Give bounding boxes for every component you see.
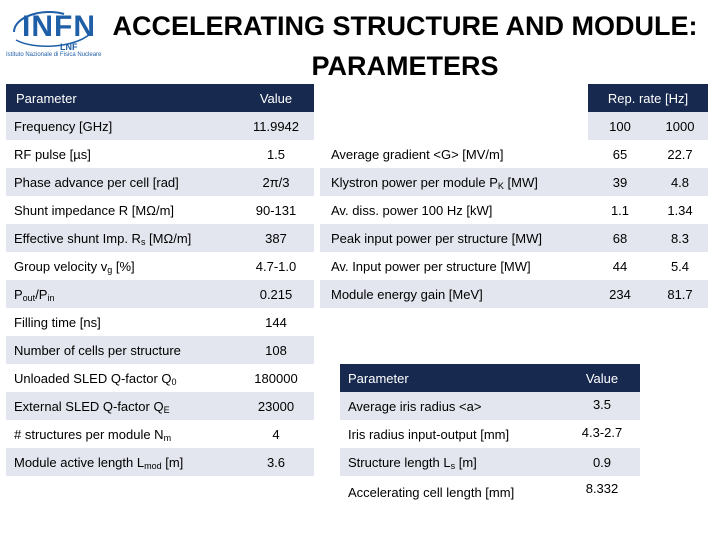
left-row-value: 0.215	[259, 287, 293, 302]
left-row-label: Number of cells per structure	[14, 343, 181, 358]
left-row-value: 387	[265, 231, 287, 246]
page-title: ACCELERATING STRUCTURE AND MODULE: PARAMETERS	[112, 11, 698, 81]
rep-value-1000: 4.8	[670, 175, 690, 190]
rep-column-100: 100	[609, 119, 631, 134]
logo-sub: LNF	[60, 42, 78, 52]
left-row-label: External SLED Q-factor $Q_E$	[14, 399, 170, 415]
left-table-header-parameter: Parameter	[16, 91, 77, 106]
left-row-label: Phase advance per cell [rad]	[14, 175, 179, 190]
iris-row-label: Average iris radius <a>	[348, 399, 482, 414]
left-row-label: Filling time [ns]	[14, 315, 101, 330]
iris-table-header-parameter: Parameter	[348, 371, 409, 386]
rep-value-100: 44	[612, 259, 628, 274]
iris-row-value: 3.5	[592, 397, 612, 412]
left-row-value: 1.5	[266, 147, 286, 162]
iris-table-header-value: Value	[585, 371, 619, 386]
rep-row-label: Module energy gain [MeV]	[331, 287, 483, 302]
rep-value-100: 39	[612, 175, 628, 190]
logo-name: INFN	[22, 10, 96, 43]
iris-row-value: 4.3-2.7	[581, 425, 623, 440]
rep-row-label: Av. Input power per structure [MW]	[331, 259, 531, 274]
left-table-header-value: Value	[259, 91, 293, 106]
rep-row-label: Klystron power per module $P_K$ [MW]	[331, 175, 538, 191]
rep-value-1000: 1.34	[667, 203, 693, 218]
left-row-label: $P_{out}/P_{in}$	[14, 287, 55, 303]
rep-table-header: Rep. rate [Hz]	[607, 91, 689, 106]
rep-value-1000: 8.3	[670, 231, 690, 246]
left-row-value: 108	[265, 343, 287, 358]
rep-value-1000: 22.7	[667, 147, 693, 162]
rep-column-1000: 1000	[665, 119, 695, 134]
rep-value-1000: 5.4	[670, 259, 690, 274]
rep-value-100: 68	[612, 231, 628, 246]
left-row-label: Module active length $L_{mod}$ [m]	[14, 455, 184, 471]
left-row-value: 144	[265, 315, 287, 330]
left-row-value: 3.6	[266, 455, 286, 470]
left-row-value: 23000	[257, 399, 295, 414]
left-row-label: Shunt impedance R [MΩ/m]	[14, 203, 175, 218]
left-row-label: Group velocity $v_g$ [%]	[14, 259, 135, 275]
iris-row-label: Accelerating cell length [mm]	[348, 485, 515, 500]
left-row-value: 4	[272, 427, 280, 442]
infn-logo	[4, 6, 102, 58]
rep-row-label: Average gradient <G> [MV/m]	[331, 147, 504, 162]
left-row-label: Effective shunt Imp. $R_s$ [MΩ/m]	[14, 231, 192, 247]
rep-value-1000: 81.7	[667, 287, 693, 302]
rep-value-100: 65	[612, 147, 628, 162]
rep-value-100: 234	[609, 287, 631, 302]
left-row-value: 11.9942	[252, 119, 300, 134]
left-row-value: 180000	[254, 371, 298, 386]
rep-row-label: Av. diss. power 100 Hz [kW]	[331, 203, 493, 218]
left-row-value: 2π/3	[262, 175, 290, 190]
logo-tagline: Istituto Nazionale di Fisica Nucleare	[6, 52, 102, 58]
iris-row-value: 0.9	[592, 455, 612, 470]
left-row-value: 90-131	[255, 203, 297, 218]
iris-row-value: 8.332	[585, 481, 619, 496]
left-row-label: Frequency [GHz]	[14, 119, 113, 134]
iris-row-label: Structure length $L_s$ [m]	[348, 455, 477, 471]
left-row-label: # structures per module $N_m$	[14, 427, 172, 443]
rep-row-label: Peak input power per structure [MW]	[331, 231, 542, 246]
rep-value-100: 1.1	[610, 203, 630, 218]
left-row-label: Unloaded SLED Q-factor $Q_0$	[14, 371, 177, 387]
left-row-value: 4.7-1.0	[255, 259, 297, 274]
iris-row-label: Iris radius input-output [mm]	[348, 427, 510, 442]
left-row-label: RF pulse [µs]	[14, 147, 91, 162]
